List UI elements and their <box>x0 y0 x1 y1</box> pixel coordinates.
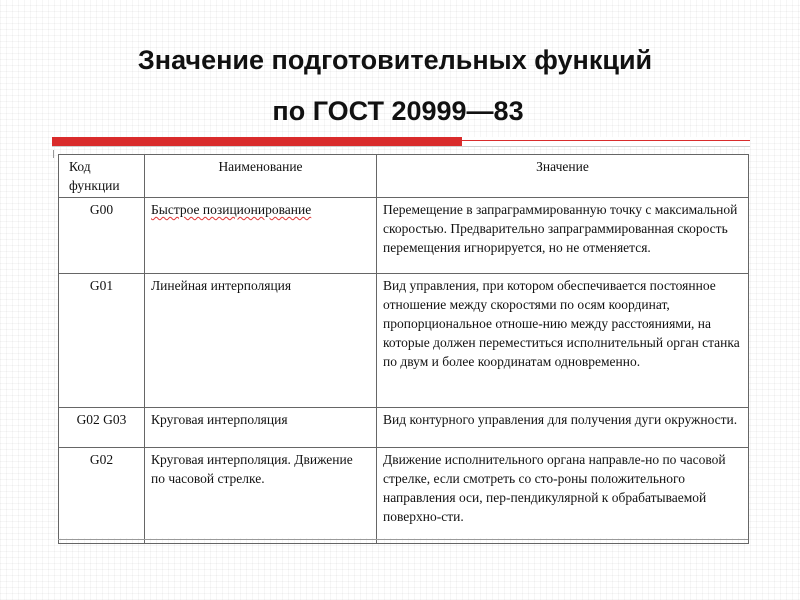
table-row <box>59 198 749 274</box>
row-name <box>145 198 377 274</box>
table-row <box>59 448 749 544</box>
header-name: Наименование <box>145 155 377 198</box>
row-code: G01 <box>59 274 145 408</box>
header-meaning: Значение <box>377 155 749 198</box>
row-meaning: Движение исполнительного органа направле-но по часовой стрелке, если смотреть со сто-роны положительного направления оси, пер-пендикулярной к обрабатываемой поверхно-сти. <box>377 448 749 544</box>
document-bottom-rule <box>58 539 748 540</box>
row-name: Круговая интерполяция. Движение по часовой стрелке. <box>145 448 377 544</box>
row-code: G02 <box>59 448 145 544</box>
document-edge <box>52 146 750 147</box>
functions-table-container <box>58 154 748 538</box>
row-name: Линейная интерполяция <box>145 274 377 408</box>
row-meaning: Вид контурного управления для получения дуги окружности. <box>377 408 749 448</box>
row-code: G00 <box>59 198 145 274</box>
table-header-row <box>59 155 749 198</box>
slide-title: Значение подготовительных функций <box>137 45 653 75</box>
row-meaning: Вид управления, при котором обеспечивается постоянное отношение между скоростями по осям координат, пропорциональное отноше-нию между расстояниями, на которые должен переместиться исполнительный орган станка по двум и более координатам одновременно. <box>377 274 749 408</box>
row-name: Круговая интерполяция <box>145 408 377 448</box>
row-meaning: Перемещение в запраграммированную точку с максимальной скоростью. Предварительно запраграммированная скорость перемещения игнорируется, но не отменяется. <box>377 198 749 274</box>
row-name-text: Быстрое позиционирование <box>151 202 312 217</box>
table-row <box>59 408 749 448</box>
slide-subtitle: по ГОСТ 20999—83 <box>272 96 524 126</box>
header-code: Код функции <box>59 155 145 198</box>
accent-bar-line <box>462 140 750 141</box>
table-row <box>59 274 749 408</box>
row-code: G02 G03 <box>59 408 145 448</box>
functions-table <box>58 154 749 544</box>
accent-bar-red <box>52 137 462 146</box>
accent-bar <box>52 137 750 146</box>
